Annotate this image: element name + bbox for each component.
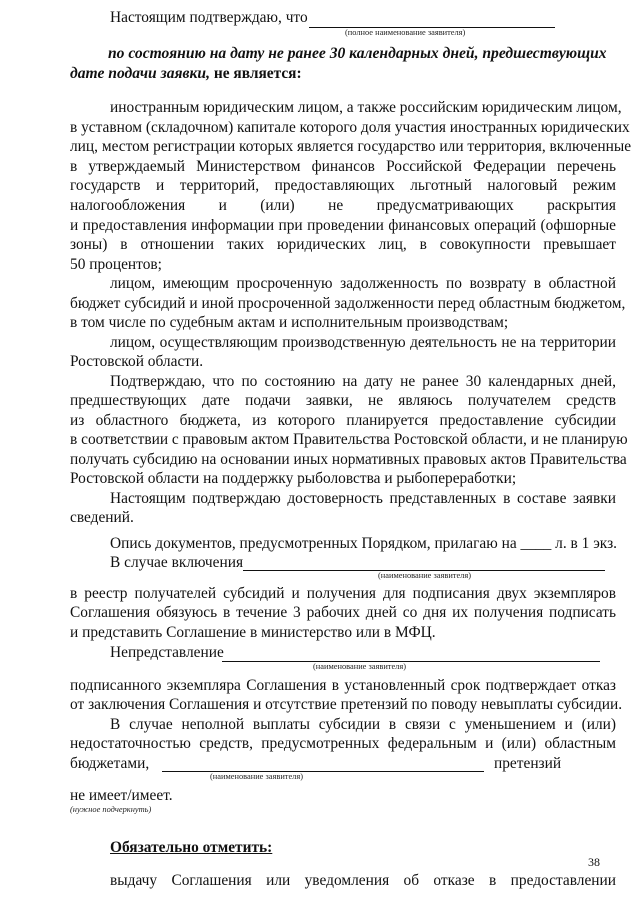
bold-statement-line2: дате подачи заявки, не является: <box>70 65 302 82</box>
partial-line3-start: бюджетами, <box>70 755 150 772</box>
inclusion-caption: (наименование заявителя) <box>378 571 472 580</box>
mandatory-line: выдачу Соглашения или уведомления об отказе в предоставлении <box>110 872 616 889</box>
nonsubmission-label: Непредставление <box>110 644 224 661</box>
refusal-line: от заключения Соглашения и отсутствие претензий по поводу невыплаты субсидии. <box>70 696 623 713</box>
p3-line: лицом, осуществляющим производственную деятельность не на территории <box>110 334 616 351</box>
nonsubmission-caption: (наименование заявителя) <box>313 662 407 671</box>
p3-line: Ростовской области. <box>70 353 204 370</box>
p2-line: в том числе по судебным актам и исполнительным производствам; <box>70 314 509 331</box>
inventory-text: Опись документов, предусмотренных Порядком, прилагаю на ____ л. в 1 экз. <box>110 535 617 552</box>
p1-line: налогообложения и (или) не предусматривающих раскрытия <box>70 197 616 214</box>
nonsubmission-name-line[interactable] <box>222 661 600 662</box>
p1-line: иностранным юридическим лицом, а также российским юридическим лицом, <box>110 99 622 116</box>
p5-line: сведений. <box>70 509 134 526</box>
p1-line: зоны) в отношении таких юридических лиц, в совокупности превышает <box>70 236 616 253</box>
partial-line: В случае неполной выплаты субсидии в связи с уменьшением и (или) <box>110 716 616 733</box>
refusal-line: подписанного экземпляра Соглашения в установленный срок подтверждает отказ <box>70 677 616 694</box>
confirm-intro: Настоящим подтверждаю, что <box>110 9 308 26</box>
p4-line: из областного бюджета, из которого планируется предоставление субсидии <box>70 412 616 429</box>
p1-line: 50 процентов; <box>70 256 162 273</box>
mandatory-heading: Обязательно отметить: <box>110 839 273 856</box>
has-not-text: не имеет/имеет. <box>70 787 173 804</box>
bold-statement-line1: по состоянию на дату не ранее 30 календарных дней, предшествующих <box>108 45 607 62</box>
partial-line: недостаточностью средств, предусмотренных федеральным и (или) областным <box>70 735 616 752</box>
p4-line: в соответствии с правовым актом Правительства Ростовской области, и не планирую <box>70 431 628 448</box>
p1-line: в утверждаемый Министерством финансов Российской Федерации перечень <box>70 158 616 175</box>
partial-line3-end: претензий <box>494 755 562 772</box>
registry-line: в реестр получателей субсидий и получения для подписания двух экземпляров <box>70 585 616 602</box>
partial-caption: (наименование заявителя) <box>210 772 304 781</box>
registry-line: Соглашения обязуюсь в течение 3 рабочих дней со дня их получения подписать <box>70 604 616 621</box>
applicant-caption: (полное наименование заявителя) <box>345 28 466 37</box>
p5-line: Настоящим подтверждаю достоверность представленных в составе заявки <box>110 490 616 507</box>
p1-line: государств и территорий, предоставляющих льготный налоговый режим <box>70 177 616 194</box>
inclusion-label: В случае включения <box>110 554 244 571</box>
p4-line: получать субсидию на основании иных нормативных правовых актов Правительства <box>70 451 627 468</box>
p2-line: лицом, имеющим просроченную задолженность по возврату в областной <box>110 275 616 292</box>
registry-line: и представить Соглашение в министерство или в МФЦ. <box>70 624 436 641</box>
p1-line: лиц, местом регистрации которых является государство или территория, включенные <box>70 138 632 155</box>
p1-line: и предоставления информации при проведении финансовых операций (офшорные <box>70 217 616 234</box>
underline-note: (нужное подчеркнуть) <box>70 805 152 814</box>
p2-line: бюджет субсидий и иной просроченной задолженности перед областным бюджетом, <box>70 295 626 312</box>
p4-line: предшествующих дате подачи заявки, не являюсь получателем средств <box>70 392 616 409</box>
p4-line: Ростовской области на поддержку рыболовства и рыбопереработки; <box>70 470 517 487</box>
p1-line: в уставном (складочном) капитале которого доля участия иностранных юридических <box>70 119 630 136</box>
p4-line: Подтверждаю, что по состоянию на дату не ранее 30 календарных дней, <box>110 373 616 390</box>
page-number: 38 <box>588 855 600 869</box>
